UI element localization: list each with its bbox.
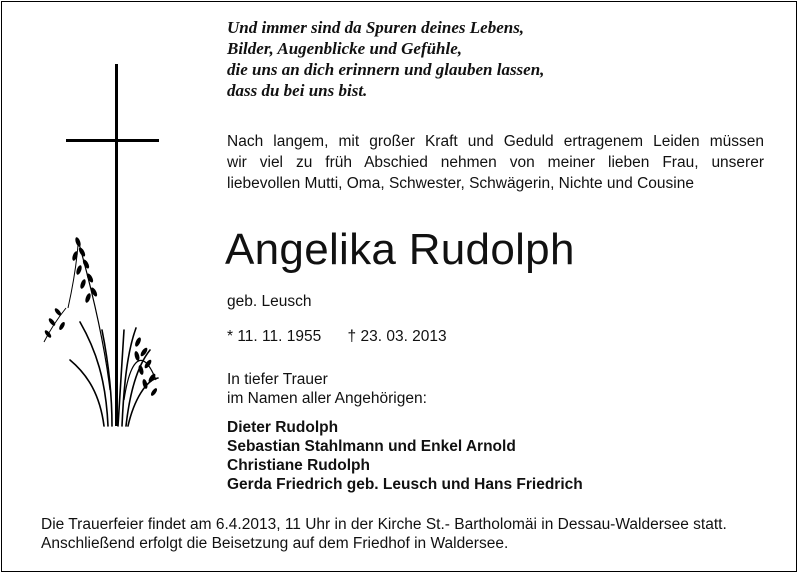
mourning-line: In tiefer Trauer [227,371,328,388]
birth-date: * 11. 11. 1955 [227,328,322,345]
funeral-info-line: Anschließend erfolgt die Beisetzung auf dem Friedhof in Waldersee. [41,535,509,552]
family-member: Sebastian Stahlmann und Enkel Arnold [227,438,516,455]
death-date: † 23. 03. 2013 [347,328,447,345]
memorial-poem [227,17,747,101]
announcement-text [227,131,764,194]
poem-line: Bilder, Augenblicke und Gefühle, [227,39,463,58]
family-member: Dieter Rudolph [227,419,339,436]
mourning-note [227,370,427,408]
poem-line: dass du bei uns bist. [227,81,368,100]
announcement-line: liebevollen Mutti, Oma, Schwester, Schwägerin, Nichte und Cousine [227,175,694,192]
cross-with-wheat-icon [38,60,168,430]
life-dates [227,326,447,347]
deceased-name: Angelika Rudolph [225,225,575,274]
poem-line: die uns an dich erinnern und glauben lassen, [227,60,545,79]
mourning-line: im Namen aller Angehörigen: [227,390,427,407]
funeral-info [41,515,727,553]
poem-line: Und immer sind da Spuren deines Lebens, [227,18,525,37]
maiden-name: geb. Leusch [227,293,312,310]
family-member: Gerda Friedrich geb. Leusch und Hans Friedrich [227,476,583,493]
funeral-info-line: Die Trauerfeier findet am 6.4.2013, 11 Uhr in der Kirche St.- Bartholomäi in Dessau-Waldersee statt. [41,516,727,533]
family-list [227,418,583,494]
announcement-line: Nach langem, mit großer Kraft und Geduld ertragenem Leiden müssen [227,133,764,150]
family-member: Christiane Rudolph [227,457,370,474]
announcement-line: wir viel zu früh Abschied nehmen von meiner lieben Frau, unserer [227,154,764,171]
